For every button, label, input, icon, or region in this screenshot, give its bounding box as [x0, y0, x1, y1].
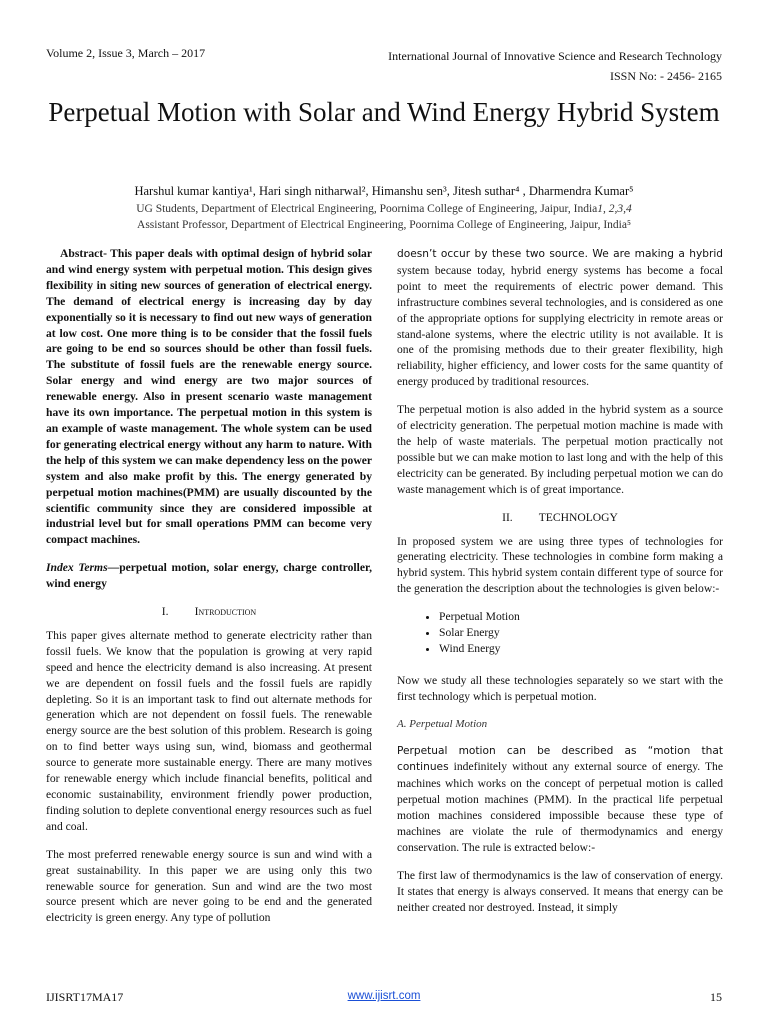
section-number: I.: [161, 605, 169, 619]
affiliation-students-marks: 1, 2,3,4: [597, 203, 632, 215]
footer-paper-id: IJISRT17MA17: [46, 990, 124, 1004]
perpetual-paragraph-1-rest: indefinitely without any external source of energy. The machines which works on the concept of perpetual motion is called perpetual motion machines (PMM). In the practical life perpetual motion machines considered impossible because these type of machines are violate the rule of thermodynamics and energy conservation. The rule is extracted below:-: [397, 760, 723, 854]
affiliation-students: [40, 203, 728, 215]
section-heading-technology: [397, 510, 723, 526]
left-column: [46, 246, 372, 938]
section-heading-introduction: [46, 604, 372, 620]
section-title: TECHNOLOGY: [538, 510, 618, 524]
paper-title: Perpetual Motion with Solar and Wind Energy Hybrid System: [48, 97, 720, 127]
technology-paragraph-2: Now we study all these technologies separately so we start with the first technology which is perpetual motion.: [397, 673, 723, 703]
technology-list: [397, 609, 723, 657]
section-title: Introduction: [194, 605, 257, 619]
intro-paragraph-2: The most preferred renewable energy source is sun and wind with a great sustainability. In this paper we are using only this two renewable source for generation. Sun and wind are the two most source present which are never going to be end and the generated electricity is green energy. Any type of pollution: [46, 847, 372, 925]
index-terms-text: —perpetual motion, solar energy, charge controller, wind energy: [46, 561, 372, 591]
right-paragraph-1: [397, 246, 723, 390]
perpetual-paragraph-1-lead: Perpetual motion can be described as “motion that continues: [397, 744, 723, 774]
footer-website-link[interactable]: www.ijisrt.com: [347, 990, 421, 1002]
section-number: II.: [502, 510, 513, 524]
affiliation-students-text: UG Students, Department of Electrical Engineering, Poornima College of Engineering, Jaipur, India: [136, 203, 598, 215]
affiliation-professor: Assistant Professor, Department of Electrical Engineering, Poornima College of Engineering, Jaipur, India⁵: [137, 219, 631, 231]
right-paragraph-1-lead: doesn’t occur by these two source. We are making a hybrid: [397, 248, 723, 260]
authors: Harshul kumar kantiya¹, Hari singh nitharwal², Himanshu sen³, Jitesh suthar⁴ , Dharmendra Kumar⁵: [134, 184, 634, 198]
page-number: 15: [710, 990, 722, 1004]
footer-link-wrapper: [0, 990, 768, 1002]
header-journal: International Journal of Innovative Science and Research Technology: [388, 49, 722, 63]
list-item: • Perpetual Motion: [439, 609, 723, 625]
index-terms-label: Index Terms: [46, 561, 108, 575]
right-column: [397, 246, 723, 928]
list-item: • Solar Energy: [439, 625, 723, 641]
header-issn: ISSN No: - 2456- 2165: [609, 69, 722, 83]
header-journal-block: [388, 46, 722, 86]
subsection-heading-perpetual-motion: A. Perpetual Motion: [397, 717, 488, 730]
perpetual-paragraph-2: The first law of thermodynamics is the law of conservation of energy. It states that energy is always conserved. It means that energy can be neither created nor destroyed. Instead, it simply: [397, 868, 723, 914]
abstract: Abstract- This paper deals with optimal design of hybrid solar and wind energy system with perpetual motion. This design gives flexibility in siting new sources of generation of electrical energy. The demand of electrical energy is increasing day by day exponentially so it is necessary to find out new ways of generation at low cost. One more thing is to be consider that the fossil fuels are going to be end so sources should be other than fossil fuels. The substitute of fossil fuels are the renewable energy source. Solar energy and wind energy are two major sources of renewable energy. Also in present scenario waste management have its own importance. The perpetual motion in this system is an example of waste management. The whole system can be used for generating electrical energy without any harm to nature. With the help of this system we can make dependency less on the power system and also make profit by this. The energy generated by perpetual motion machines(PMM) are usually discounted by the scientific community since they are considered impossible at industrial level but for small operations PMM can become very compact machines.: [46, 247, 372, 547]
index-terms: [46, 560, 372, 592]
intro-paragraph-1: This paper gives alternate method to generate electricity rather than fossil fuels. We know that the population is growing at very rapid speed and hence the electricity demand is also increasing. At present we are dependent on fossil fuels and the fossil fuels are rapidly depleting. So it is an important task to find out alternate methods for generation which are not dependent on fossil fuels. The renewable energy source are the best solution of this problem. Research is going on to find better ways using sun, wind, biomass and geothermal source to generate more sustainable energy. There are many motives for renewable energy which include financial benefits, political and economic sustainability, environment friendly power production, finding solution to deplete conventional energy resources such as fuel and coal.: [46, 628, 372, 833]
right-paragraph-2: The perpetual motion is also added in the hybrid system as a source of electricity generation. The perpetual motion machine is made with the help of waste materials. The perpetual motion practically not possible but we can make motion to last long and with the help of this electricity can be generated. By including perpetual motion we can do waste management which is of great importance.: [397, 403, 723, 496]
right-paragraph-1-rest: system because today, hybrid energy systems has become a focal point to meet the requirements of electric power demand. This infrastructure combines several technologies, and is considered as one of the appropriate options for supplying electricity in remote areas or stand-alone systems, where the electric utility is not available. It is one of the promising methods due to their greater flexibility, high reliability, higher efficiency, and lower costs for the same quantity of energy produced by traditional resources.: [397, 263, 723, 389]
perpetual-paragraph-1: [397, 743, 723, 856]
technology-paragraph-1: In proposed system we are using three types of technologies for generating electricity. These technologies in combine form making a hybrid system. This hybrid system contain different type of source for the generation the description about the technologies is given below:-: [397, 534, 723, 596]
header-volume: Volume 2, Issue 3, March – 2017: [46, 46, 206, 60]
list-item: • Wind Energy: [439, 641, 723, 657]
